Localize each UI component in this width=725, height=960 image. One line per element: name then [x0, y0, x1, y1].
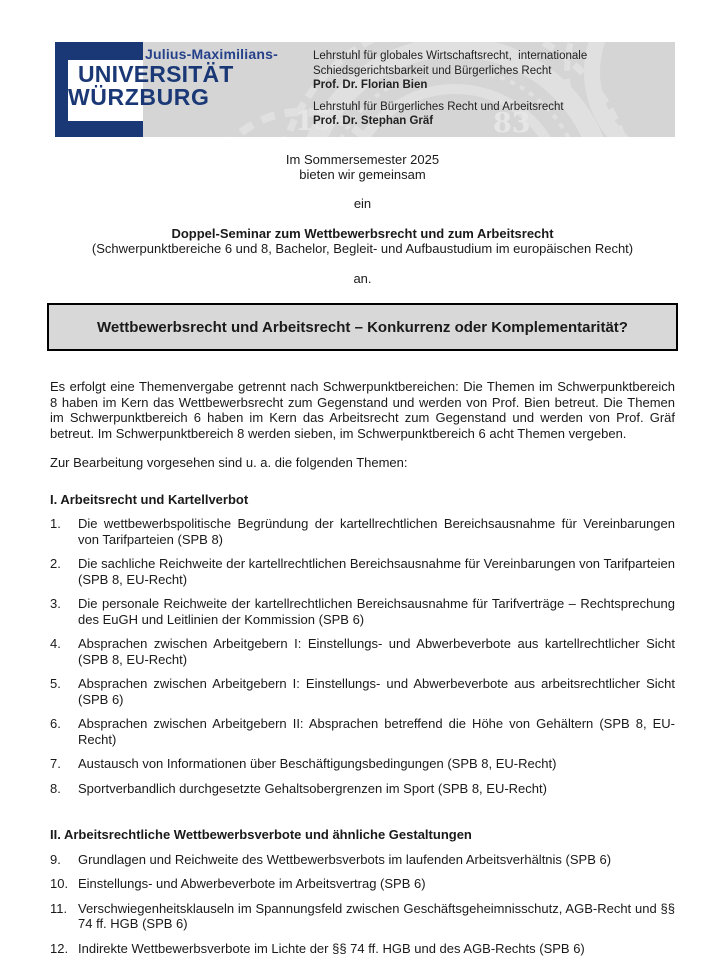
topic-number: 9.: [50, 851, 61, 867]
topic-number: 11.: [50, 900, 68, 916]
topic-number: 5.: [50, 676, 61, 691]
description-paragraph: Es erfolgt eine Themenvergabe getrennt nach Schwerpunktbereichen: Die Themen im Schwerpunktbereich 8 haben im Kern das Wettbewerbsrecht zum Gegenstand und werden von Prof. Bien betreut. Die Themen im Schwerpunktbereich 6 haben im Kern das Arbeitsrecht zum Gegenstand und werden von Prof. Gräf betreut. Im Schwerpunktbereich 8 werden sieben, im Schwerpunktbereich 6 acht Themen vergeben.: [50, 379, 675, 441]
topic-item: [50, 852, 675, 868]
letterhead: [55, 42, 675, 137]
topic-item: [50, 941, 675, 957]
logo-text-julius-maximilians: Julius-Maximilians-: [145, 46, 278, 62]
topic-text: Austausch von Informationen über Beschäftigungsbedingungen (SPB 8, EU-Recht): [78, 756, 557, 771]
chair1-professor: Prof. Dr. Florian Bien: [313, 79, 428, 91]
topic-text: Indirekte Wettbewerbsverbote im Lichte der §§ 74 ff. HGB und des AGB-Rechts (SPB 6): [78, 940, 585, 956]
topic-text: Absprachen zwischen Arbeitgebern I: Einstellungs- und Abwerbeverbote aus arbeitsrechtlicher Sicht (SPB 6): [78, 676, 675, 707]
seal-year-right: 83: [493, 108, 531, 137]
intro-line-gemeinsam: bieten wir gemeinsam: [299, 167, 426, 182]
main-title-box: [47, 303, 678, 351]
topic-item: [50, 876, 675, 892]
topic-item: [50, 901, 675, 932]
topic-number: 4.: [50, 636, 61, 651]
topics-intro: Zur Bearbeitung vorgesehen sind u. a. die folgenden Themen:: [50, 455, 408, 470]
topic-number: 8.: [50, 780, 61, 796]
topic-text: Absprachen zwischen Arbeitgebern II: Absprachen betreffend die Höhe von Gehältern (SPB 8, EU-Recht): [78, 716, 675, 747]
logo-text-wuerzburg: WÜRZBURG: [68, 84, 210, 110]
seminar-subtitle: (Schwerpunktbereiche 6 und 8, Bachelor, Begleit- und Aufbaustudium im europäischen Recht): [91, 241, 634, 256]
topic-item: [50, 596, 675, 627]
topic-text: Die personale Reichweite der kartellrechtlichen Bereichsausnahme für Tarifverträge – Rechtsprechung des EuGH und Leitlinien der Kommission (SPB 6): [78, 596, 675, 627]
main-title: Wettbewerbsrecht und Arbeitsrecht – Konkurrenz oder Komplementarität?: [97, 318, 628, 336]
topic-text: Sportverbandlich durchgesetzte Gehaltsobergrenzen im Sport (SPB 8, EU-Recht): [78, 780, 547, 796]
topic-item: [50, 636, 675, 667]
logo-text-universitaet: UNIVERSITÄT: [78, 61, 234, 87]
intro-line-ein: ein: [353, 196, 372, 211]
intro-line-semester: Im Sommersemester 2025: [285, 152, 440, 167]
topic-item: [50, 716, 675, 747]
topic-text: Absprachen zwischen Arbeitgebern I: Einstellungs- und Abwerbeverbote aus kartellrechtlicher Sicht (SPB 8, EU-Recht): [78, 636, 675, 667]
chair2-professor: Prof. Dr. Stephan Gräf: [313, 115, 434, 127]
topic-text: Einstellungs- und Abwerbeverbote im Arbeitsvertrag (SPB 6): [78, 876, 426, 891]
topic-text: Die wettbewerbspolitische Begründung der kartellrechtlichen Bereichsausnahme für Vereinbarungen von Tarifparteien (SPB 8): [78, 516, 675, 547]
topic-number: 1.: [50, 516, 61, 531]
chair1-name-line2: Schiedsgerichtsbarkeit und Bürgerliches Recht: [313, 64, 552, 77]
topic-item: [50, 516, 675, 547]
topic-item: [50, 756, 675, 772]
topic-item: [50, 676, 675, 707]
seminar-title: Doppel-Seminar zum Wettbewerbsrecht und zum Arbeitsrecht: [171, 226, 554, 241]
intro-line-an: an.: [353, 271, 372, 286]
section-heading-1: I. Arbeitsrecht und Kartellverbot: [50, 491, 249, 507]
topic-text: Grundlagen und Reichweite des Wettbewerbsverbots im laufenden Arbeitsverhältnis (SPB 6): [78, 851, 612, 867]
topic-number: 10.: [50, 876, 69, 891]
topic-number: 2.: [50, 556, 61, 571]
document-body: [50, 137, 675, 956]
topic-text: Die sachliche Reichweite der kartellrechtlichen Bereichsausnahme für Vereinbarungen von Tarifparteien (SPB 8, EU-Recht): [78, 556, 675, 587]
chair2-name-line1: Lehrstuhl für Bürgerliches Recht und Arbeitsrecht: [313, 100, 564, 113]
topic-number: 12.: [50, 940, 69, 956]
topic-number: 6.: [50, 716, 61, 731]
chair-gap: [313, 93, 663, 100]
chair1-name-line1: Lehrstuhl für globales Wirtschaftsrecht, internationale: [313, 50, 588, 62]
section-heading-2: II. Arbeitsrechtliche Wettbewerbsverbote und ähnliche Gestaltungen: [50, 827, 472, 842]
topic-item: [50, 556, 675, 587]
topic-text: Verschwiegenheitsklauseln im Spannungsfeld zwischen Geschäftsgeheimnisschutz, AGB-Recht und §§ 74 ff. HGB (SPB 6): [78, 900, 675, 931]
chair-info: [313, 49, 663, 129]
topic-number: 3.: [50, 596, 61, 611]
topic-number: 7.: [50, 756, 61, 771]
seal-year-left: 15: [295, 106, 333, 137]
topic-item: [50, 781, 675, 797]
